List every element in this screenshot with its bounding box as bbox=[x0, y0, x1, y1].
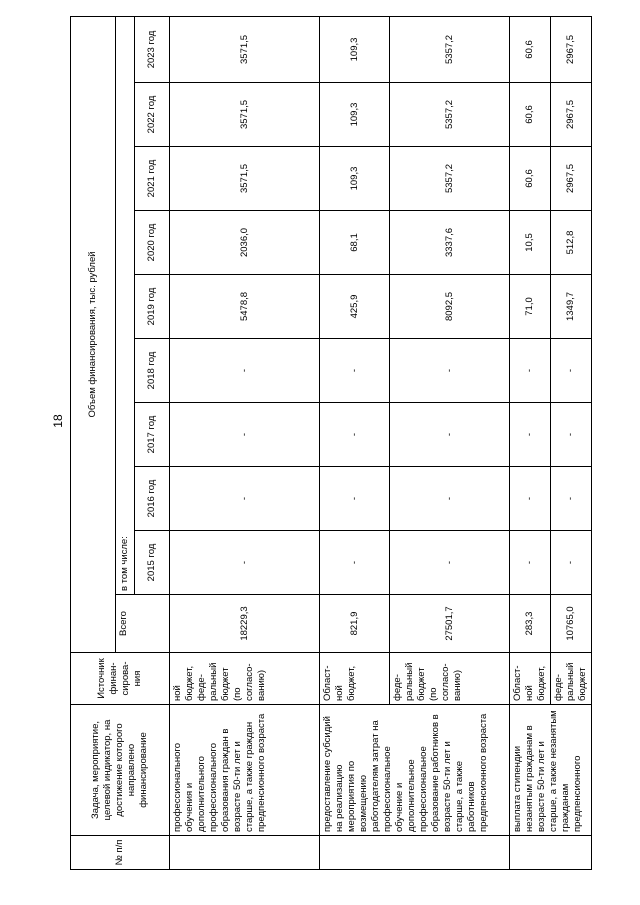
total-cell: 283,3 bbox=[510, 595, 551, 653]
year-cell: 109,3 bbox=[320, 16, 390, 82]
page-number: 18 bbox=[51, 414, 65, 428]
year-cell: 5478,8 bbox=[170, 275, 320, 339]
header-including: в том числе: bbox=[116, 16, 135, 594]
year-cell: 3337,6 bbox=[390, 211, 510, 275]
header-volume: Объем финансирования, тыс. рублей bbox=[71, 16, 116, 652]
year-cell: 109,3 bbox=[320, 147, 390, 211]
year-cell: 8092,5 bbox=[390, 275, 510, 339]
year-cell: 5357,2 bbox=[390, 16, 510, 82]
year-cell: - bbox=[551, 531, 592, 595]
year-cell: 512,8 bbox=[551, 211, 592, 275]
funding-table-sheet bbox=[70, 17, 610, 870]
year-cell: 71,0 bbox=[510, 275, 551, 339]
year-cell: 10,5 bbox=[510, 211, 551, 275]
year-cell: - bbox=[320, 531, 390, 595]
header-year: 2018 год bbox=[135, 339, 170, 403]
year-cell: - bbox=[390, 531, 510, 595]
year-cell: - bbox=[510, 403, 551, 467]
task-cell: предоставление субсидий на реализацию мероприятия по возмещению работодателям затрат на профессиональное обучение и дополнительное профессиональное образование работников в возрасте 50-ти лет и старше, а также работников предпенсионного возраста bbox=[320, 705, 510, 836]
total-cell: 27501,7 bbox=[390, 595, 510, 653]
year-cell: - bbox=[510, 531, 551, 595]
header-year: 2016 год bbox=[135, 467, 170, 531]
header-year: 2015 год bbox=[135, 531, 170, 595]
year-cell: 3571,5 bbox=[170, 16, 320, 82]
year-cell: 3571,5 bbox=[170, 83, 320, 147]
year-cell: 5357,2 bbox=[390, 147, 510, 211]
year-cell: 2967,5 bbox=[551, 147, 592, 211]
year-cell: - bbox=[551, 339, 592, 403]
table-row bbox=[170, 16, 320, 869]
row-num bbox=[170, 836, 320, 870]
source-cell: ной бюджет, феде-ральный бюджет (по согласо-ванию) bbox=[170, 653, 320, 705]
year-cell: - bbox=[551, 403, 592, 467]
header-task: Задача, мероприятие, целевой индикатор, на достижение которого направлено финансирование bbox=[71, 705, 170, 836]
year-cell: 425,9 bbox=[320, 275, 390, 339]
year-cell: - bbox=[170, 403, 320, 467]
table-row bbox=[320, 16, 390, 869]
header-year: 2023 год bbox=[135, 16, 170, 82]
year-cell: - bbox=[390, 467, 510, 531]
table-row bbox=[510, 16, 551, 869]
total-cell: 821,9 bbox=[320, 595, 390, 653]
header-year: 2021 год bbox=[135, 147, 170, 211]
year-cell: 68,1 bbox=[320, 211, 390, 275]
year-cell: 60,6 bbox=[510, 16, 551, 82]
header-year: 2019 год bbox=[135, 275, 170, 339]
year-cell: 5357,2 bbox=[390, 83, 510, 147]
header-num: № п/п bbox=[71, 836, 170, 870]
source-cell: Област-ной бюджет, bbox=[320, 653, 390, 705]
header-year: 2020 год bbox=[135, 211, 170, 275]
funding-table bbox=[70, 16, 592, 870]
year-cell: 2967,5 bbox=[551, 16, 592, 82]
year-cell: 109,3 bbox=[320, 83, 390, 147]
year-cell: - bbox=[510, 467, 551, 531]
header-source: Источник финан-сирова-ния bbox=[71, 653, 170, 705]
year-cell: 60,6 bbox=[510, 83, 551, 147]
source-cell: феде-ральный бюджет (по согласо-ванию) bbox=[390, 653, 510, 705]
year-cell: 2036,0 bbox=[170, 211, 320, 275]
header-year: 2022 год bbox=[135, 83, 170, 147]
year-cell: - bbox=[390, 339, 510, 403]
year-cell: - bbox=[510, 339, 551, 403]
year-cell: - bbox=[320, 339, 390, 403]
year-cell: - bbox=[170, 531, 320, 595]
total-cell: 18229,3 bbox=[170, 595, 320, 653]
task-cell: профессионального обучения и дополнительного профессионального образования граждан в возрасте 50-ти лет и старше, а также граждан предпенсионного возраста bbox=[170, 705, 320, 836]
year-cell: - bbox=[551, 467, 592, 531]
source-cell: феде-ральный бюджет bbox=[551, 653, 592, 705]
year-cell: 3571,5 bbox=[170, 147, 320, 211]
total-cell: 10765,0 bbox=[551, 595, 592, 653]
year-cell: 60,6 bbox=[510, 147, 551, 211]
row-num bbox=[510, 836, 592, 870]
year-cell: - bbox=[170, 467, 320, 531]
year-cell: - bbox=[320, 403, 390, 467]
task-cell: выплата стипендии незанятым гражданам в возрасте 50-ти лет и старше, а также незанятым гражданам предпенсионного bbox=[510, 705, 592, 836]
row-num bbox=[320, 836, 510, 870]
header-year: 2017 год bbox=[135, 403, 170, 467]
year-cell: 2967,5 bbox=[551, 83, 592, 147]
source-cell: Област-ной бюджет, bbox=[510, 653, 551, 705]
year-cell: 1349,7 bbox=[551, 275, 592, 339]
header-total: Всего bbox=[116, 595, 170, 653]
year-cell: - bbox=[170, 339, 320, 403]
year-cell: - bbox=[390, 403, 510, 467]
year-cell: - bbox=[320, 467, 390, 531]
